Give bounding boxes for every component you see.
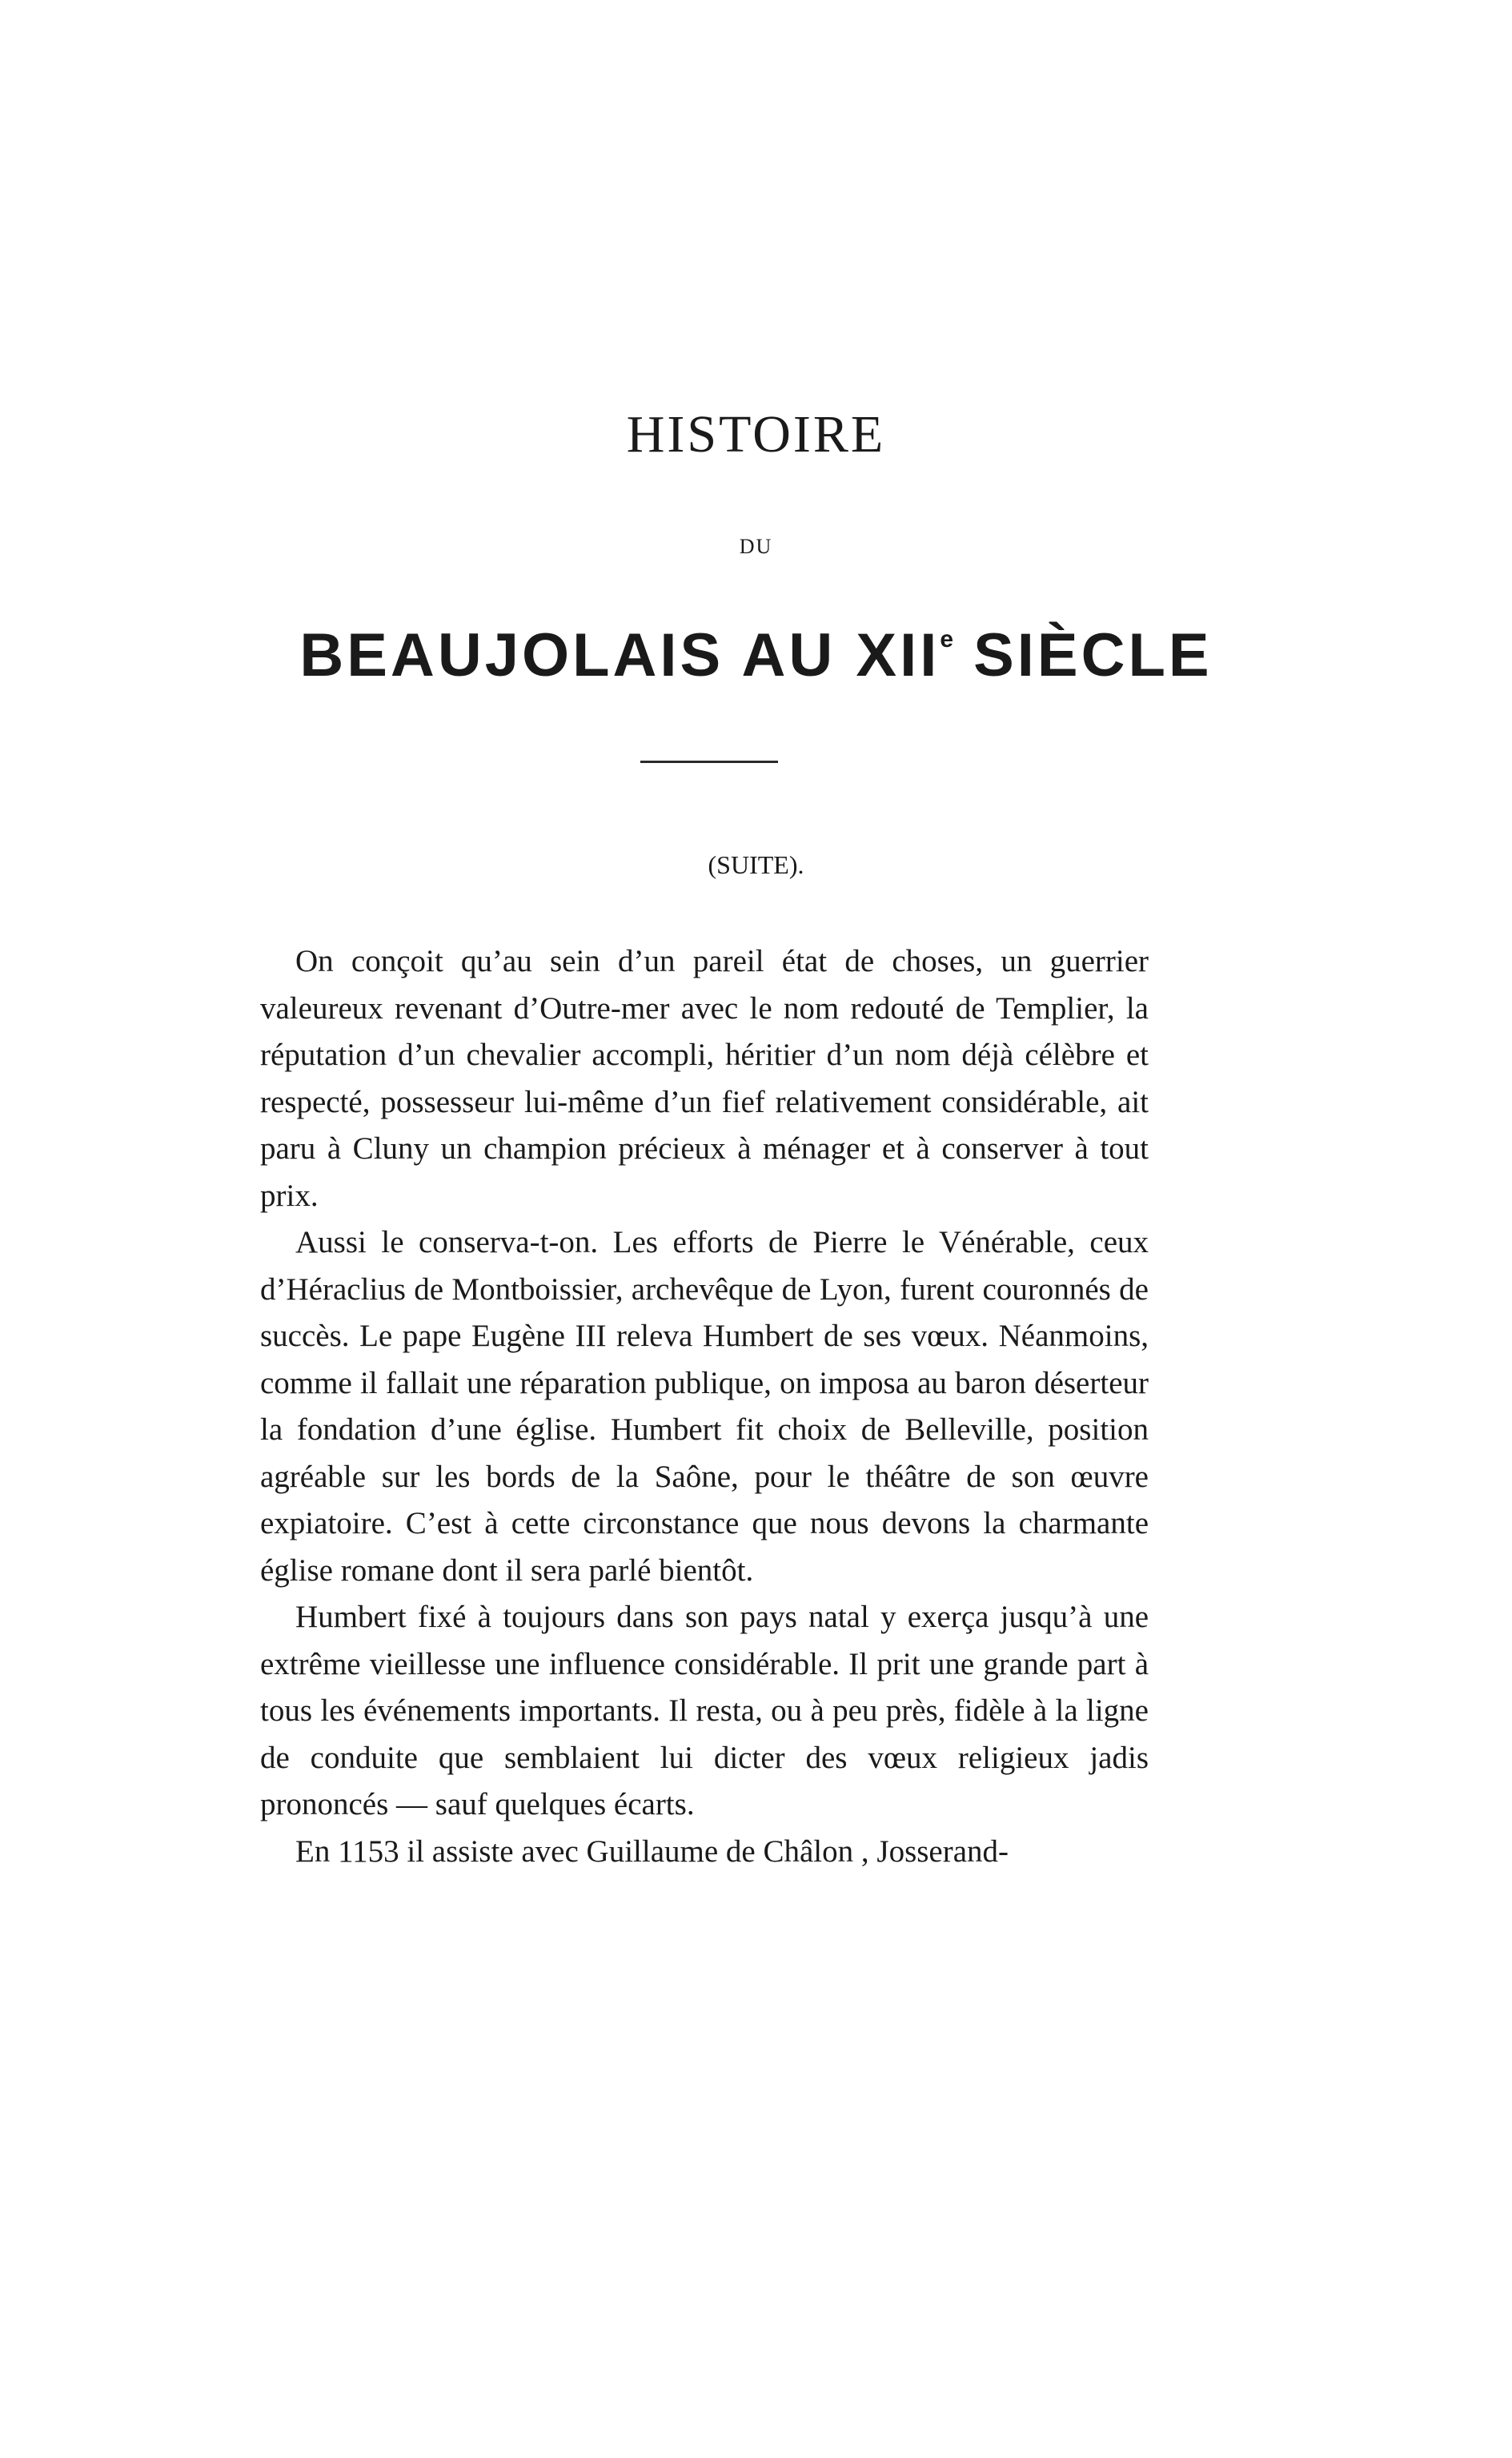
subtitle-end: SIÈCLE xyxy=(953,621,1213,689)
page-subtitle xyxy=(0,621,1512,690)
paragraph-2: Aussi le conserva-t-on. Les efforts de Pierre le Vénérable, ceux d’Héraclius de Montboissier, archevêque de Lyon, furent couronnés de succès. Le pape Eugène III releva Humbert de ses vœux. Néanmoins, comme il fallait une réparation publique, on imposa au baron déserteur la fondation d’une église. Humbert fit choix de Belleville, position agréable sur les bords de la Saône, pour le théâtre de son œuvre expiatoire. C’est à cette circonstance que nous devons la charmante église romane dont il sera parlé bientôt. xyxy=(260,1225,1149,1588)
paragraph-1: On conçoit qu’au sein d’un pareil état de choses, un guerrier valeureux revenant d’Outre-mer avec le nom redouté de Templier, la réputation d’un chevalier accompli, héritier d’un nom déjà célèbre et respecté, possesseur lui-même d’un fief relativement considérable, ait paru à Cluny un champion précieux à ménager et à conserver à tout prix. xyxy=(260,944,1149,1213)
title-divider xyxy=(640,761,778,763)
title-connector: DU xyxy=(739,535,773,558)
subtitle-main: BEAUJOLAIS AU XII xyxy=(299,621,940,689)
paragraph-4: En 1153 il assiste avec Guillaume de Châlon , Josserand- xyxy=(295,1833,1009,1869)
paragraph-3: Humbert fixé à toujours dans son pays natal y exerça jusqu’à une extrême vieillesse une influence considérable. Il prit une grande part à tous les événements importants. Il resta, ou à peu près, fidèle à la ligne de conduite que semblaient lui dicter des vœux religieux jadis prononcés — sauf quelques écarts. xyxy=(260,1600,1149,1821)
suite-label: (SUITE). xyxy=(708,850,804,879)
page-title: HISTOIRE xyxy=(626,405,886,464)
body-text xyxy=(260,938,1149,1875)
subtitle-superscript: e xyxy=(940,626,953,653)
